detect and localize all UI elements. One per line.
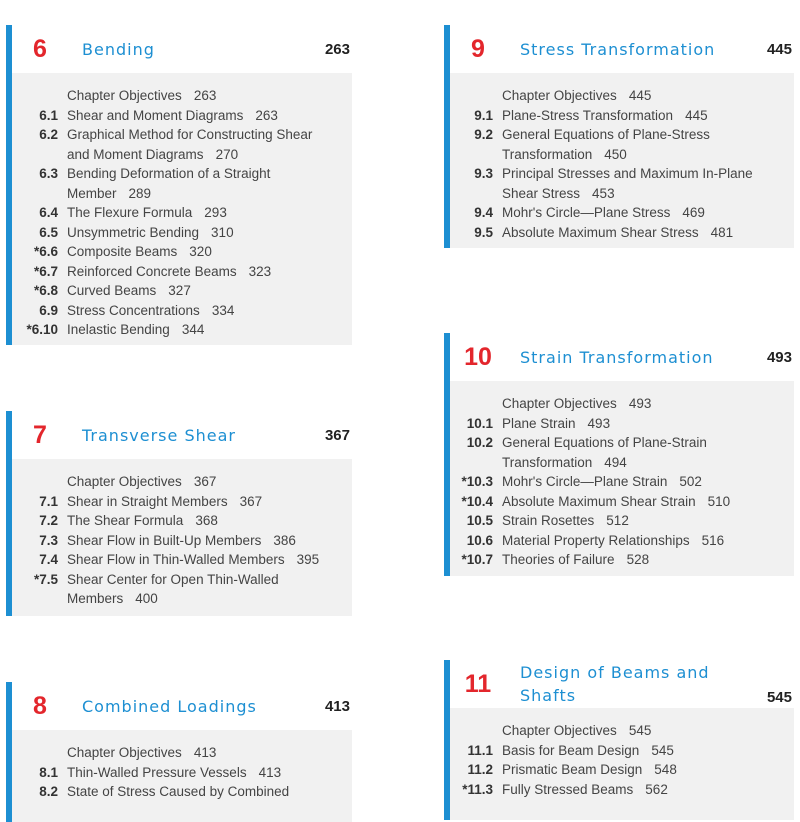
section-number: 7.3 (39, 532, 58, 548)
toc-entry[interactable] (6, 106, 343, 126)
toc-entry[interactable] (6, 262, 343, 282)
section-page: 327 (168, 283, 191, 298)
toc-entry[interactable] (441, 106, 778, 126)
section-number: 9.5 (474, 224, 493, 240)
toc-entry[interactable] (441, 472, 778, 492)
section-number (441, 184, 493, 204)
section-title: Material Property Relationships 516 (502, 532, 725, 548)
section-number: *6.6 (33, 244, 58, 259)
toc-entry[interactable] (6, 184, 343, 204)
toc-entry[interactable] (441, 780, 778, 800)
section-page: 450 (604, 146, 627, 162)
section-title: Members 400 (67, 591, 158, 606)
section-number: *10.7 (461, 552, 493, 567)
toc-entry-list (6, 472, 343, 609)
chapter-number: 9 (450, 25, 506, 73)
chapter-start-page: 545 (766, 689, 792, 706)
section-title: General Equations of Plane-Stress (502, 127, 710, 142)
section-title: The Flexure Formula 293 (67, 205, 227, 220)
section-page: 528 (626, 552, 650, 567)
toc-entry[interactable] (6, 301, 343, 321)
section-page: 320 (189, 244, 212, 259)
section-page: 395 (296, 552, 320, 567)
section-title: General Equations of Plane-Strain (502, 435, 707, 450)
toc-entry[interactable] (441, 414, 778, 434)
section-number: *6.7 (33, 263, 58, 279)
section-number (441, 145, 493, 165)
section-title: Reinforced Concrete Beams 323 (67, 263, 272, 279)
chapter-number: 6 (12, 25, 68, 73)
chapter-title[interactable]: Bending (82, 39, 155, 59)
toc-entry[interactable] (441, 164, 778, 184)
toc-entry[interactable] (6, 589, 343, 609)
toc-entry[interactable] (6, 782, 343, 802)
chapter-header (68, 682, 352, 730)
section-page: 293 (204, 205, 227, 220)
section-title: Chapter Objectives 445 (502, 88, 652, 103)
section-page: 263 (193, 88, 217, 103)
section-page: 334 (211, 302, 235, 318)
toc-entry[interactable] (441, 86, 778, 106)
section-number (441, 394, 493, 414)
section-number: 6.3 (39, 166, 58, 181)
chapter-number: 11 (450, 660, 506, 708)
section-page: 263 (255, 107, 278, 123)
section-title: Shear Center for Open Thin-Walled (67, 571, 279, 587)
toc-entry[interactable] (6, 492, 343, 512)
section-page: 445 (685, 107, 708, 123)
section-number (6, 589, 58, 609)
section-number: 10.2 (466, 435, 493, 450)
section-title: Basis for Beam Design 545 (502, 742, 674, 758)
section-number: *6.10 (26, 322, 58, 337)
section-page: 469 (682, 205, 705, 220)
section-page: 413 (193, 745, 217, 760)
section-title: Shear Flow in Thin-Walled Members 395 (67, 552, 320, 567)
section-title: Absolute Maximum Shear Strain 510 (502, 493, 731, 509)
toc-entry[interactable] (6, 472, 343, 492)
section-number: 9.3 (474, 166, 493, 181)
section-title: Plane-Stress Transformation 445 (502, 107, 708, 123)
chapter-9 (444, 25, 794, 248)
section-title: Inelastic Bending 344 (67, 322, 205, 337)
chapter-title[interactable]: Design of Beams and Shafts (520, 663, 710, 705)
chapter-number: 8 (12, 682, 68, 730)
section-page: 493 (628, 396, 652, 411)
section-page: 367 (239, 493, 263, 509)
section-title: Principal Stresses and Maximum In-Plane (502, 166, 753, 181)
section-number: *10.3 (461, 474, 493, 489)
chapter-start-page: 263 (324, 40, 350, 58)
chapter-title[interactable]: Transverse Shear (82, 425, 236, 445)
section-page: 368 (195, 513, 218, 528)
toc-entry[interactable] (441, 550, 778, 570)
section-title: Plane Strain 493 (502, 415, 611, 431)
section-page: 494 (604, 454, 627, 470)
section-number: 7.4 (39, 552, 58, 567)
chapter-header (68, 411, 352, 459)
section-title: Unsymmetric Bending 310 (67, 224, 234, 240)
section-title: State of Stress Caused by Combined (67, 784, 290, 799)
section-number: 7.2 (39, 513, 58, 528)
toc-entry-list (441, 86, 778, 242)
chapter-start-page: 367 (324, 426, 350, 444)
section-number: 8.2 (39, 784, 58, 799)
section-title: Shear and Moment Diagrams 263 (67, 107, 278, 123)
section-title: Bending Deformation of a Straight (67, 166, 271, 181)
toc-entry[interactable] (441, 760, 778, 780)
toc-entry-list (441, 721, 778, 799)
chapter-number: 10 (450, 333, 506, 381)
section-page: 510 (707, 493, 731, 509)
toc-entry[interactable] (441, 721, 778, 741)
toc-entry[interactable] (441, 492, 778, 512)
section-number: 10.5 (466, 513, 493, 528)
section-page: 344 (181, 322, 205, 337)
section-page: 481 (710, 224, 734, 240)
section-title: Mohr's Circle—Plane Stress 469 (502, 205, 705, 220)
section-title: Fully Stressed Beams 562 (502, 781, 668, 797)
section-page: 502 (679, 474, 702, 489)
toc-entry[interactable] (441, 511, 778, 531)
section-page: 367 (193, 474, 217, 489)
section-title: Stress Concentrations 334 (67, 302, 235, 318)
toc-entry[interactable] (6, 86, 343, 106)
chapter-header (506, 333, 794, 381)
section-title: The Shear Formula 368 (67, 513, 218, 528)
section-number: 10.6 (466, 532, 493, 548)
section-title: Thin-Walled Pressure Vessels 413 (67, 764, 282, 780)
toc-entry[interactable] (6, 763, 343, 783)
section-title: Transformation 494 (502, 454, 627, 470)
section-number (6, 184, 58, 204)
chapter-title[interactable]: Combined Loadings (82, 696, 257, 716)
section-number (441, 721, 493, 741)
section-title: Chapter Objectives 493 (502, 396, 652, 411)
chapter-start-page: 493 (766, 348, 792, 366)
toc-entry[interactable] (441, 741, 778, 761)
section-title: Shear Flow in Built-Up Members 386 (67, 532, 296, 548)
section-number: *7.5 (33, 571, 58, 587)
toc-entry-list (441, 394, 778, 570)
section-number: 6.2 (39, 127, 58, 142)
toc-entry[interactable] (441, 531, 778, 551)
section-title: Shear Stress 453 (502, 185, 615, 201)
section-number: 9.2 (474, 127, 493, 142)
section-number: *6.8 (33, 283, 58, 298)
toc-entry[interactable] (441, 184, 778, 204)
section-page: 445 (628, 88, 652, 103)
section-page: 413 (258, 764, 282, 780)
section-page: 548 (654, 762, 677, 777)
section-number (6, 743, 58, 763)
section-page: 289 (128, 185, 152, 201)
section-number: 9.4 (474, 205, 493, 220)
toc-entry[interactable] (441, 394, 778, 414)
section-number (441, 86, 493, 106)
chapter-6 (6, 25, 352, 345)
toc-entry[interactable] (6, 531, 343, 551)
toc-entry[interactable] (6, 511, 343, 531)
section-page: 310 (211, 224, 234, 240)
section-number: 8.1 (39, 764, 58, 780)
toc-entry[interactable] (6, 281, 343, 301)
section-page: 516 (701, 532, 725, 548)
section-title: Chapter Objectives 263 (67, 88, 217, 103)
section-title: Absolute Maximum Shear Stress 481 (502, 224, 734, 240)
toc-entry[interactable] (441, 145, 778, 165)
toc-entry[interactable] (6, 223, 343, 243)
chapter-7 (6, 411, 352, 616)
section-page: 545 (628, 723, 652, 738)
section-number: 6.4 (39, 205, 58, 220)
section-title: Mohr's Circle—Plane Strain 502 (502, 474, 702, 489)
toc-entry[interactable] (441, 433, 778, 453)
toc-entry[interactable] (6, 320, 343, 340)
toc-entry[interactable] (6, 550, 343, 570)
chapter-title[interactable]: Strain Transformation (520, 347, 714, 367)
chapter-10 (444, 333, 794, 576)
section-number: 11.2 (467, 762, 493, 777)
chapter-header (506, 25, 794, 73)
section-title: Composite Beams 320 (67, 244, 212, 259)
section-number: 7.1 (39, 493, 58, 509)
chapter-title[interactable]: Stress Transformation (520, 39, 716, 59)
toc-entry[interactable] (6, 203, 343, 223)
section-number: 9.1 (474, 107, 493, 123)
section-title: Curved Beams 327 (67, 283, 191, 298)
section-page: 270 (215, 146, 239, 162)
section-title: Chapter Objectives 545 (502, 723, 652, 738)
toc-entry-list (6, 86, 343, 340)
section-title: Member 289 (67, 185, 152, 201)
section-title: Chapter Objectives 413 (67, 745, 217, 760)
section-title: Chapter Objectives 367 (67, 474, 217, 489)
section-page: 400 (135, 591, 158, 606)
toc-entry[interactable] (6, 242, 343, 262)
chapter-start-page: 445 (766, 40, 792, 58)
toc-entry[interactable] (6, 145, 343, 165)
section-title: Transformation 450 (502, 146, 627, 162)
chapter-header (68, 25, 352, 73)
section-page: 545 (651, 742, 674, 758)
section-page: 562 (645, 781, 668, 797)
chapter-start-page: 413 (324, 697, 350, 715)
section-number: 6.1 (39, 107, 58, 123)
section-title: Theories of Failure 528 (502, 552, 650, 567)
section-number: *10.4 (461, 493, 493, 509)
section-title: Shear in Straight Members 367 (67, 493, 263, 509)
section-number: 6.5 (39, 224, 58, 240)
chapter-8 (6, 682, 352, 822)
section-title: Prismatic Beam Design 548 (502, 762, 677, 777)
section-number (441, 453, 493, 473)
section-page: 512 (606, 513, 629, 528)
section-number: 6.9 (39, 302, 58, 318)
section-number (6, 86, 58, 106)
toc-entry[interactable] (6, 570, 343, 590)
toc-entry[interactable] (441, 125, 778, 145)
section-page: 323 (248, 263, 272, 279)
section-number (6, 472, 58, 492)
section-page: 386 (273, 532, 296, 548)
section-page: 453 (592, 185, 615, 201)
section-number: *11.3 (462, 781, 493, 797)
chapter-11 (444, 660, 794, 820)
section-number: 11.1 (467, 742, 493, 758)
toc-entry[interactable] (441, 203, 778, 223)
toc-entry[interactable] (441, 223, 778, 243)
chapter-header (506, 660, 794, 708)
toc-entry[interactable] (6, 743, 343, 763)
section-number: 10.1 (466, 415, 493, 431)
section-title: Graphical Method for Constructing Shear (67, 127, 313, 142)
toc-entry[interactable] (6, 125, 343, 145)
toc-entry-list (6, 743, 343, 802)
chapter-number: 7 (12, 411, 68, 459)
toc-entry[interactable] (441, 453, 778, 473)
section-page: 493 (587, 415, 611, 431)
section-title: Strain Rosettes 512 (502, 513, 629, 528)
section-title: and Moment Diagrams 270 (67, 146, 239, 162)
toc-entry[interactable] (6, 164, 343, 184)
section-number (6, 145, 58, 165)
